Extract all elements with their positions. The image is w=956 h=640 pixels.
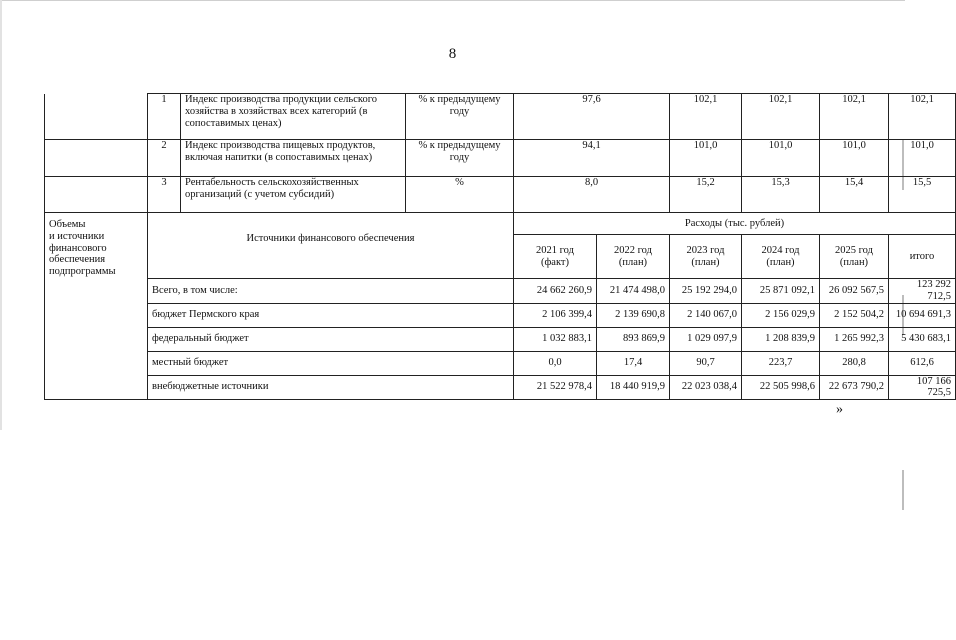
funding-value: 223,7 xyxy=(742,351,820,375)
indicator-value: 94,1 xyxy=(514,140,670,177)
funding-value: 2 156 029,9 xyxy=(742,303,820,327)
funding-row xyxy=(45,279,956,304)
funding-total: 5 430 683,1 xyxy=(889,327,956,351)
funding-value: 1 208 839,9 xyxy=(742,327,820,351)
year-type: (план) xyxy=(766,256,795,268)
indicator-value: 102,1 xyxy=(820,94,889,140)
indicator-number: 1 xyxy=(148,94,181,140)
scan-right-mark xyxy=(902,470,904,510)
indicator-value: 101,0 xyxy=(820,140,889,177)
funding-value: 24 662 260,9 xyxy=(514,279,597,304)
indicator-name: Рентабельность сельскохозяйственных организаций (с учетом субсидий) xyxy=(181,177,406,213)
indicator-unit: % к предыдущему году xyxy=(406,140,514,177)
funding-value: 22 505 998,6 xyxy=(742,375,820,400)
indicator-value: 15,5 xyxy=(889,177,956,213)
funding-source: местный бюджет xyxy=(148,351,514,375)
funding-value: 25 192 294,0 xyxy=(670,279,742,304)
indicator-row xyxy=(45,94,956,140)
funding-header-row xyxy=(45,213,956,235)
year-header xyxy=(670,235,742,279)
year-type: (план) xyxy=(618,256,648,268)
funding-value: 2 139 690,8 xyxy=(597,303,670,327)
total-header: итого xyxy=(889,235,956,279)
indicator-value: 102,1 xyxy=(889,94,956,140)
funding-total: 123 292 712,5 xyxy=(889,279,956,304)
funding-value: 1 032 883,1 xyxy=(514,327,597,351)
year-label: 2023 год xyxy=(686,244,725,256)
funding-value: 17,4 xyxy=(597,351,670,375)
indicator-value: 102,1 xyxy=(670,94,742,140)
funding-source: бюджет Пермского края xyxy=(148,303,514,327)
funding-total: 10 694 691,3 xyxy=(889,303,956,327)
scan-left-edge xyxy=(0,0,2,430)
indicator-value: 101,0 xyxy=(889,140,956,177)
funding-value: 26 092 567,5 xyxy=(820,279,889,304)
closing-quote-mark: » xyxy=(836,402,843,417)
indicator-number: 2 xyxy=(148,140,181,177)
year-label: 2024 год xyxy=(761,244,800,256)
funding-value: 1 265 992,3 xyxy=(820,327,889,351)
year-header xyxy=(514,235,597,279)
funding-row xyxy=(45,351,956,375)
funding-total: 107 166 725,5 xyxy=(889,375,956,400)
funding-value: 22 023 038,4 xyxy=(670,375,742,400)
indicator-name: Индекс производства продукции сельского хозяйства в хозяйствах всех категорий (в сопоставимых ценах) xyxy=(181,94,406,140)
indicator-value: 101,0 xyxy=(742,140,820,177)
funding-value: 22 673 790,2 xyxy=(820,375,889,400)
scan-top-edge xyxy=(0,0,905,9)
funding-value: 893 869,9 xyxy=(597,327,670,351)
funding-row xyxy=(45,327,956,351)
indicator-unit: % к предыдущему году xyxy=(406,94,514,140)
indicator-value: 102,1 xyxy=(742,94,820,140)
indicator-name: Индекс производства пищевых продуктов, включая напитки (в сопоставимых ценах) xyxy=(181,140,406,177)
funding-row xyxy=(45,375,956,400)
indicator-value: 97,6 xyxy=(514,94,670,140)
year-header xyxy=(597,235,670,279)
funding-row xyxy=(45,303,956,327)
funding-source: федеральный бюджет xyxy=(148,327,514,351)
year-type: (план) xyxy=(839,256,869,268)
funding-value: 0,0 xyxy=(514,351,597,375)
page-number: 8 xyxy=(448,46,457,62)
funding-source: Всего, в том числе: xyxy=(148,279,514,304)
year-header xyxy=(820,235,889,279)
indicator-unit: % xyxy=(406,177,514,213)
year-type: (факт) xyxy=(540,256,569,268)
year-type: (план) xyxy=(691,256,720,268)
year-label: 2025 год xyxy=(835,244,873,256)
funding-value: 21 474 498,0 xyxy=(597,279,670,304)
funding-source: внебюджетные источники xyxy=(148,375,514,400)
funding-total: 612,6 xyxy=(889,351,956,375)
indicator-value: 101,0 xyxy=(670,140,742,177)
blank-cell xyxy=(45,94,148,140)
sources-header: Источники финансового обеспечения xyxy=(148,213,514,279)
funding-value: 1 029 097,9 xyxy=(670,327,742,351)
year-label: 2021 год xyxy=(536,244,574,256)
funding-value: 2 106 399,4 xyxy=(514,303,597,327)
indicator-value: 15,3 xyxy=(742,177,820,213)
indicator-value: 15,2 xyxy=(670,177,742,213)
expenses-header: Расходы (тыс. рублей) xyxy=(514,213,956,235)
subprogram-passport-table xyxy=(44,93,956,400)
funding-value: 25 871 092,1 xyxy=(742,279,820,304)
indicator-value: 8,0 xyxy=(514,177,670,213)
blank-cell xyxy=(45,177,148,213)
funding-value: 21 522 978,4 xyxy=(514,375,597,400)
funding-value: 2 152 504,2 xyxy=(820,303,889,327)
indicator-number: 3 xyxy=(148,177,181,213)
funding-value: 280,8 xyxy=(820,351,889,375)
year-header xyxy=(742,235,820,279)
indicator-row xyxy=(45,140,956,177)
funding-value: 18 440 919,9 xyxy=(597,375,670,400)
year-label: 2022 год xyxy=(614,244,652,256)
funding-section-label: Объемы и источники финансового обеспечения подпрограммы xyxy=(45,213,148,400)
funding-value: 90,7 xyxy=(670,351,742,375)
blank-cell xyxy=(45,140,148,177)
indicator-value: 15,4 xyxy=(820,177,889,213)
indicator-row xyxy=(45,177,956,213)
funding-value: 2 140 067,0 xyxy=(670,303,742,327)
